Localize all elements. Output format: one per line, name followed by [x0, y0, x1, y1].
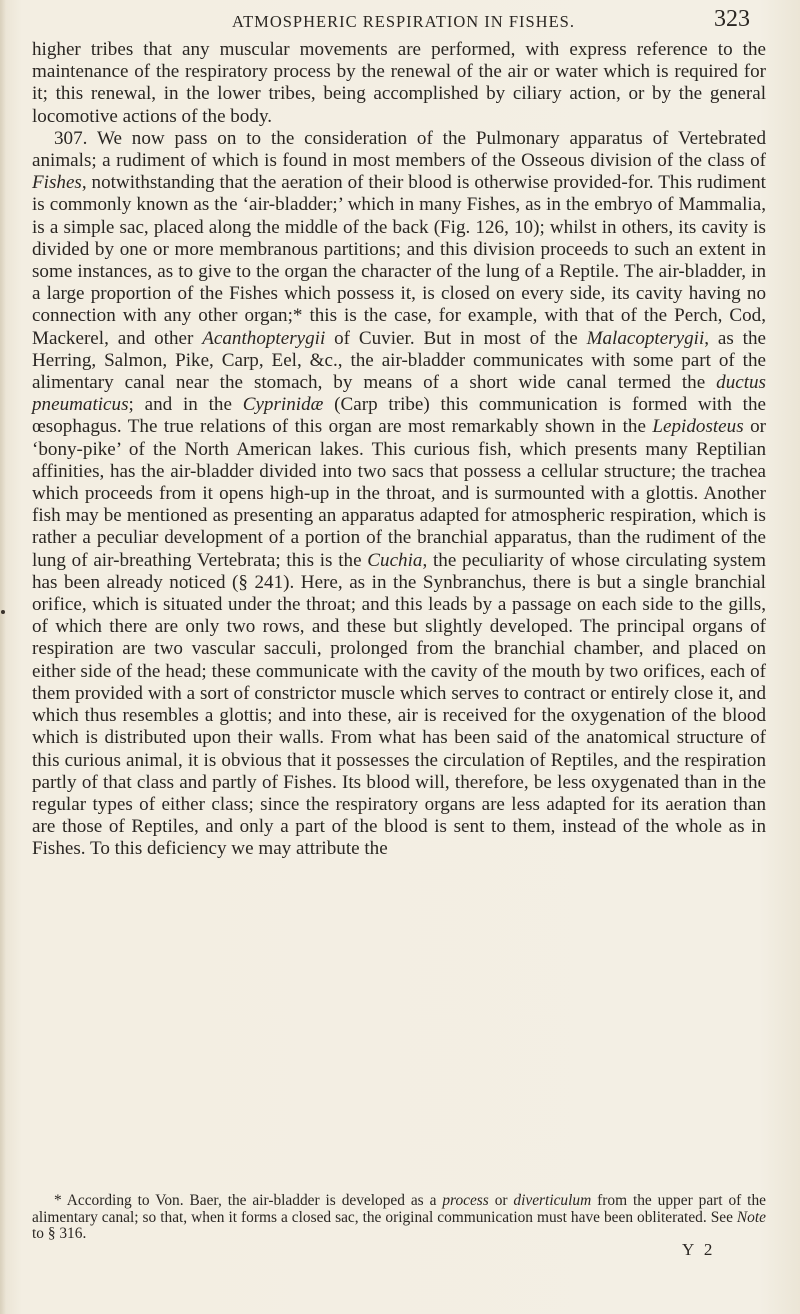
footnote — [32, 1193, 766, 1243]
italic-term: Cyprinidæ — [242, 394, 324, 416]
text-run: * According to Von. Baer, the air-bladder is developed as a — [54, 1192, 443, 1209]
page-gutter-shadow — [0, 0, 6, 1314]
text-run: to § 316. — [32, 1225, 87, 1242]
paragraph-307 — [32, 128, 766, 861]
italic-term: Malacopterygii — [586, 327, 705, 349]
page-number: 323 — [714, 6, 750, 32]
italic-term: process — [442, 1192, 489, 1209]
italic-term: diverticulum — [513, 1192, 592, 1209]
italic-term: Fishes — [32, 172, 82, 194]
italic-term: Note — [736, 1208, 766, 1226]
text-run: of Cuvier. But in most of the — [325, 327, 587, 349]
section-number: 307. — [54, 127, 88, 149]
running-head: ATMOSPHERIC RESPIRATION IN FISHES. — [232, 12, 575, 31]
text-run: ; and in the — [128, 394, 243, 416]
italic-term: Acanthopterygii — [202, 327, 326, 349]
text-run: We now pass on to the consideration of the Pulmonary apparatus of Vertebrated animals; a rudiment of which is found in most members of the Osseous division of the class of — [32, 127, 766, 172]
body-text — [32, 39, 766, 861]
text-run: , notwithstanding that the aeration of their blood is otherwise provided-for. This rudiment is commonly known as the ‘air-bladder;’ which in many Fishes, as in the embryo of Mammalia, is a simple sac, placed along the middle of the back (Fig. 126, 10); whilst in others, its cavity is divided by one or more membranous partitions; and this division proceeds to such an extent in some instances, as to give to the organ the character of the lung of a Reptile. The air-bladder, in a large proportion of the Fishes which possess it, is closed on every side, its cavity having no connection with any other organ;* this is the case, for example, with that of the Perch, Cod, Mackerel, and other — [32, 172, 766, 349]
margin-mark — [1, 610, 5, 614]
paragraph-continuation: higher tribes that any muscular movements are performed, with express reference to the maintenance of the respiratory process by the renewal of the air or water which is required for it; this renewal, in the lower tribes, being accomplished by ciliary action, or by the general locomotive actions of the body. — [32, 39, 766, 127]
footnote-text — [32, 1193, 766, 1243]
page-header — [0, 4, 800, 44]
text-run: or ‘bony-pike’ of the North American lakes. This curious fish, which presents many Reptilian affinities, has the air-bladder divided into two sacs that possess a cellular structure; the trachea which proceeds from it opens high-up in the throat, and is surmounted with a glottis. Another fish may be mentioned as presenting an apparatus adapted for atmospheric respiration, which is rather a peculiar development of a portion of the branchial apparatus, than the rudiment of the lung of air-breathing Vertebrata; this is the — [32, 416, 767, 571]
text-run: (Carp tribe) this communication is formed with the œsophagus. The true relations of this organ are most remarkably shown in the — [32, 394, 766, 438]
text-run: from the upper part of the alimentary canal; so that, when it forms a closed sac, the original communication must have been obliterated. See — [32, 1192, 766, 1226]
italic-term: ductus pneumaticus — [32, 372, 766, 416]
text-run: , the peculiarity of whose circulating system has been already noticed (§ 241). Here, as in the Synbranchus, there is but a single branchial orifice, which is situated under the throat; and this leads by a passage on each side to the gills, of which there are only two rows, and these but slightly developed. The principal organs of respiration are two vascular sacculi, prolonged from the branchial chamber, and placed on either side of the head; these communicate with the cavity of the mouth by two orifices, each of them provided with a sort of constrictor muscle which serves to contract or entirely close it, and which thus resembles a glottis; and into these, air is received for the oxygenation of the blood which is distributed upon their walls. From what has been said of the anatomical structure of this curious animal, it is obvious that it possesses the circulation of Reptiles, and the respiration partly of that class and partly of Fishes. Its blood will, therefore, be less oxygenated than in the regular types of either class; since the respiratory organs are less adapted for its aeration than are those of Reptiles, and only a part of the blood is sent to them, instead of the whole as in Fishes. To this deficiency we may attribute the — [32, 549, 766, 860]
text-run: or — [488, 1192, 514, 1209]
italic-term: Cuchia — [367, 549, 423, 571]
italic-term: Lepidosteus — [652, 416, 744, 438]
signature-mark: Y 2 — [682, 1240, 716, 1259]
text-run: , as the Herring, Salmon, Pike, Carp, Eel, &c., the air-bladder communicates with some part of the alimentary canal near the stomach, by means of a short wide canal termed the — [32, 327, 767, 394]
